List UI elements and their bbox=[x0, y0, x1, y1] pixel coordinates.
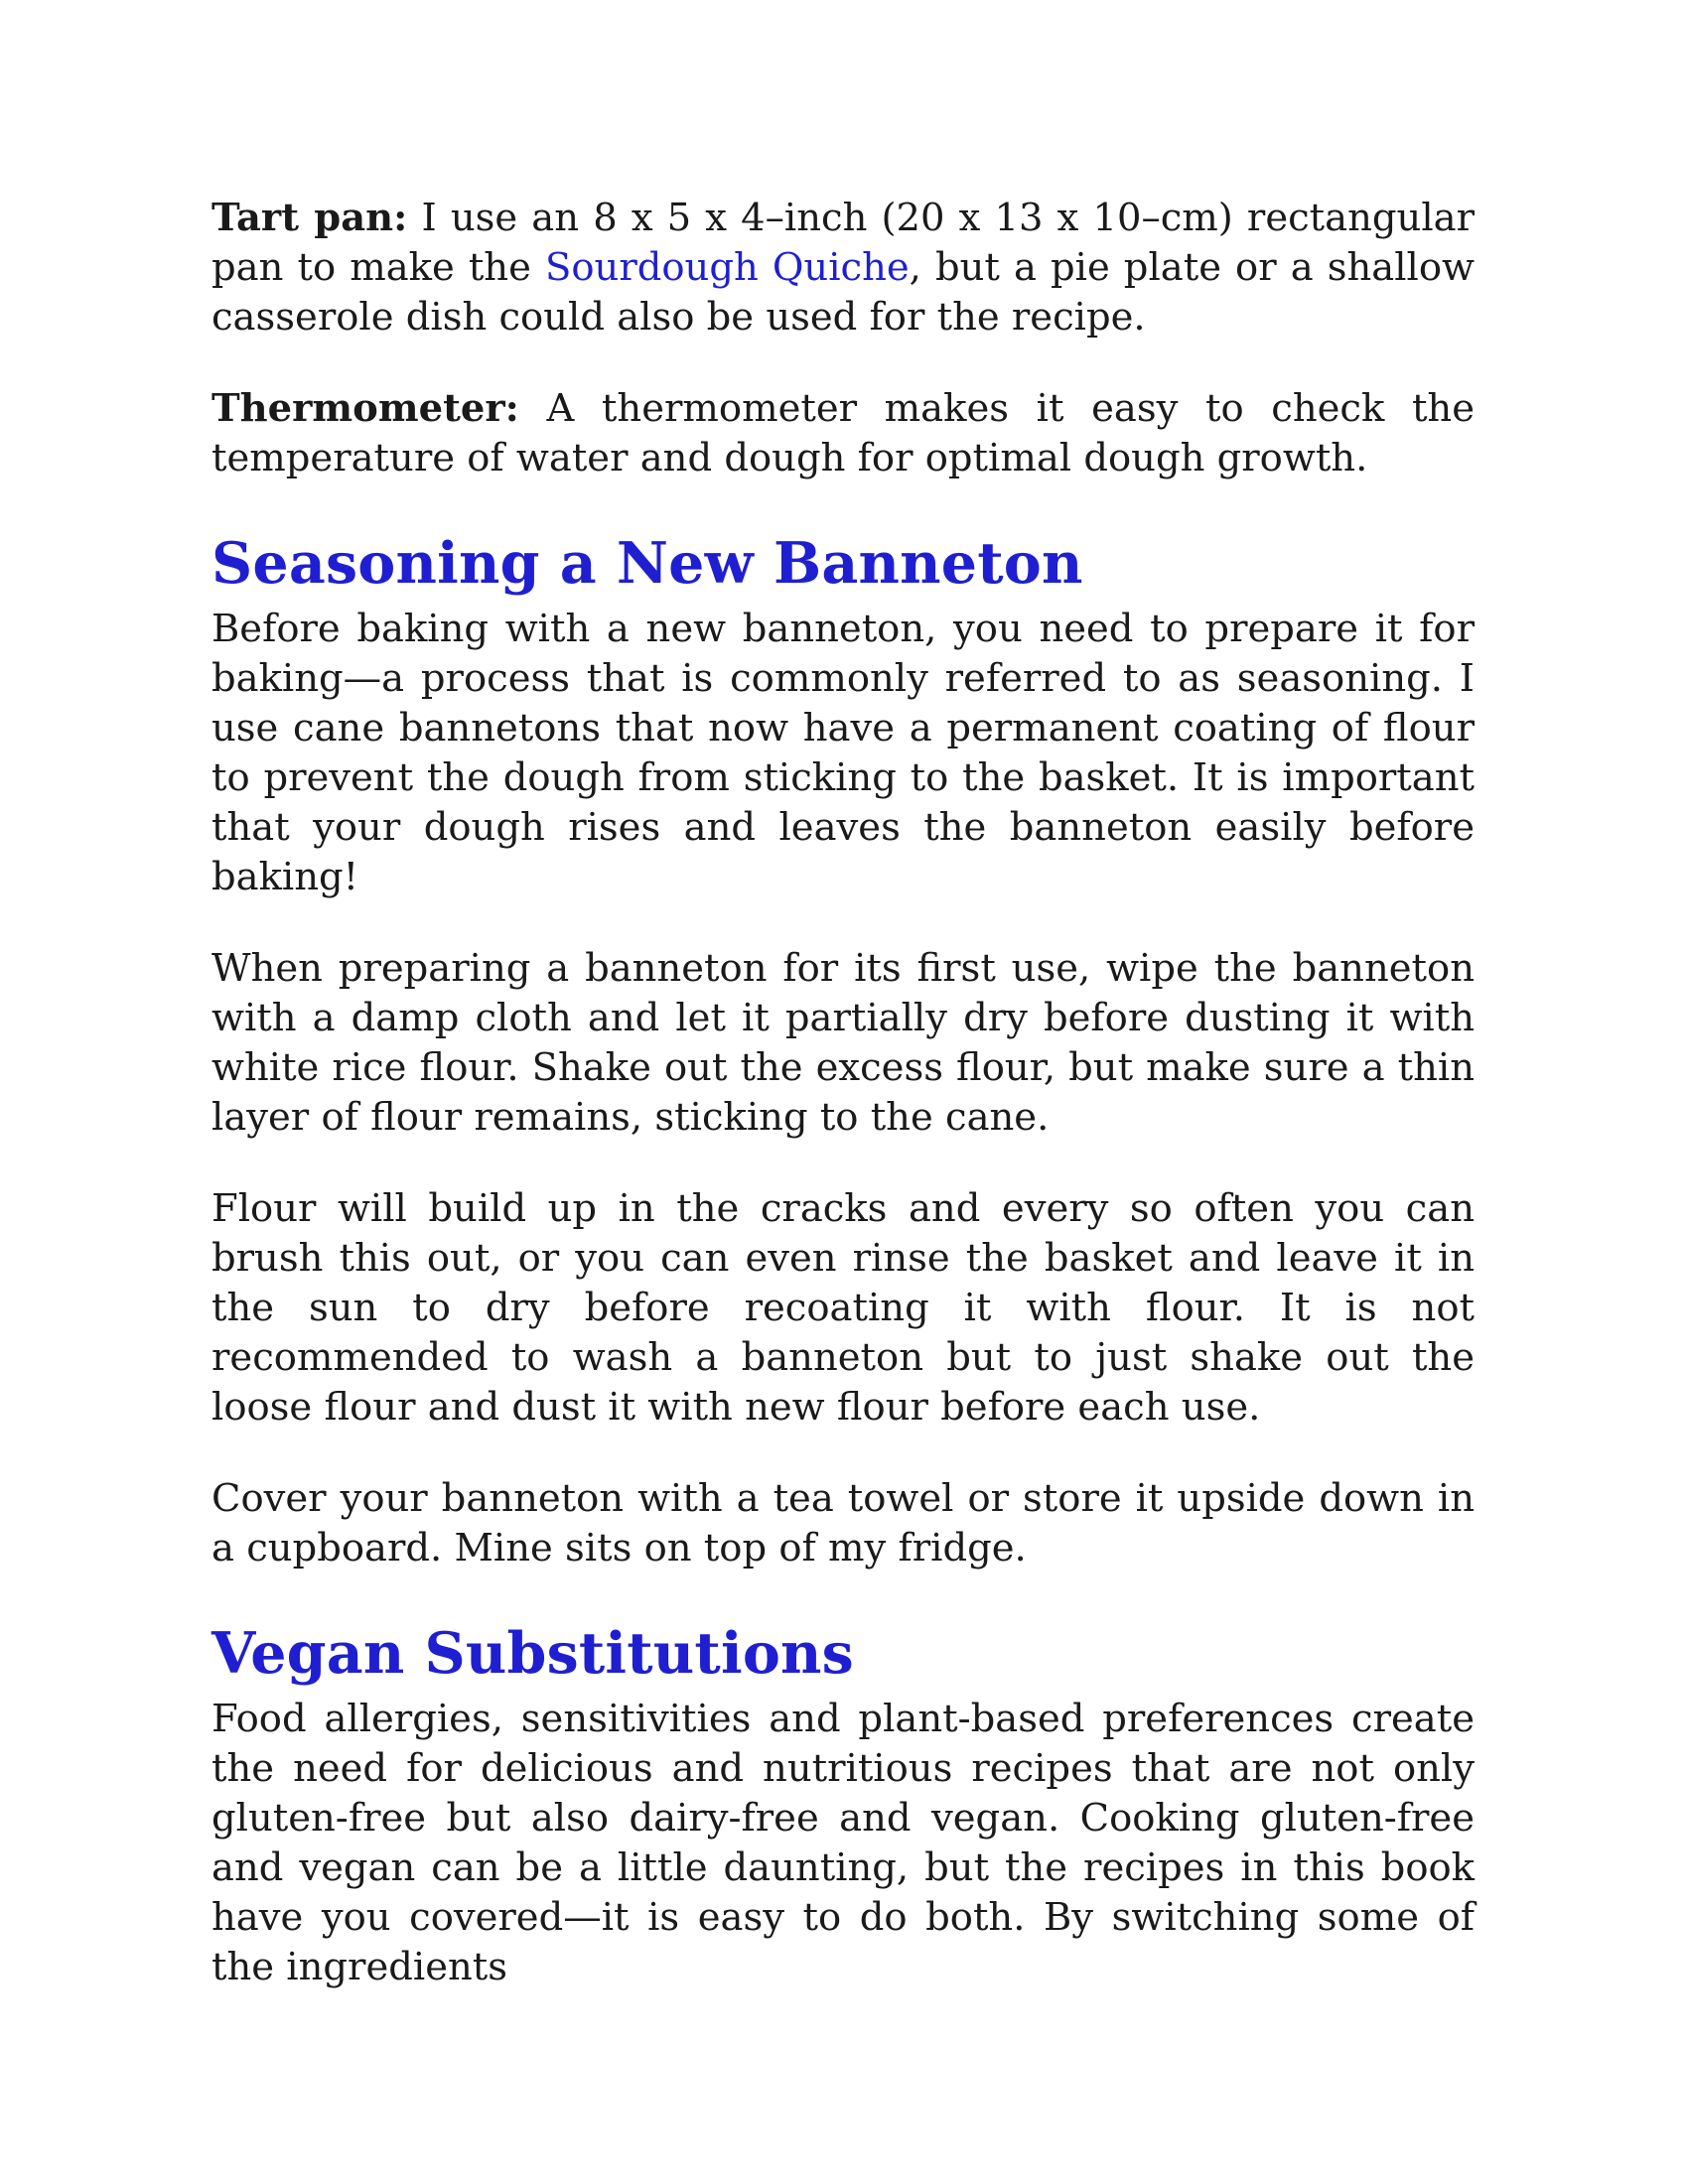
section-heading-vegan: Vegan Substitutions bbox=[211, 1620, 854, 1687]
page-content bbox=[211, 194, 1475, 1992]
paragraph: Flour will build up in the cracks and every so often you can brush this out, or you can even rinse the basket and leave it in the sun to dry before recoating it with flour. It is not recommended to wash a banneton but to just shake out the loose flour and dust it with new flour before each use. bbox=[211, 1186, 1475, 1430]
equipment-text: A thermometer makes it easy to check the temperature of water and dough for optimal dough growth. bbox=[211, 386, 1475, 480]
paragraph: When preparing a banneton for its first use, wipe the banneton with a damp cloth and let it partially dry before dusting it with white rice flour. Shake out the excess flour, but make sure a thin layer of flour remains, sticking to the cane. bbox=[211, 946, 1475, 1140]
paragraph: Before baking with a new banneton, you need to prepare it for baking—a process that is commonly referred to as seasoning. I use cane bannetons that now have a permanent coating of flour to prevent the dough from sticking to the basket. It is important that your dough rises and leaves the banneton easily before baking! bbox=[211, 607, 1475, 899]
paragraph: Food allergies, sensitivities and plant-based preferences create the need for delicious and nutritious recipes that are not only gluten-free but also dairy-free and vegan. Cooking gluten-free and vegan can be a little daunting, but the recipes in this book have you covered—it is easy to do both. By switching some of the ingredients bbox=[211, 1697, 1475, 1989]
section-heading-banneton: Seasoning a New Banneton bbox=[211, 530, 1083, 597]
equipment-thermometer bbox=[211, 384, 1475, 483]
term-label: Tart pan: bbox=[211, 196, 408, 240]
equipment-tart-pan bbox=[211, 194, 1475, 342]
equipment-text: , but a pie plate or a shallow casserole dish could also be used for the recipe. bbox=[211, 245, 1475, 340]
equipment-text: I use an 8 x 5 x 4–inch (20 x 13 x 10–cm) rectangular pan to make the bbox=[211, 196, 1476, 290]
paragraph: Cover your banneton with a tea towel or store it upside down in a cupboard. Mine sits on top of my fridge. bbox=[211, 1476, 1475, 1570]
sourdough-quiche-link[interactable]: Sourdough Quiche bbox=[544, 245, 910, 290]
term-label: Thermometer: bbox=[211, 386, 519, 431]
